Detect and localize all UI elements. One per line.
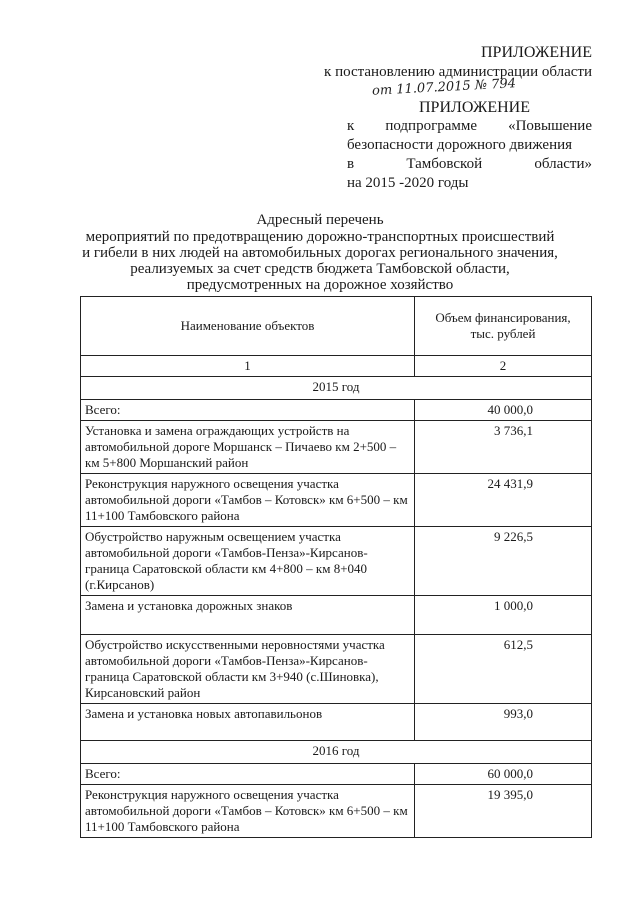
object-name: Реконструкция наружного освещения участка автомобильной дороги «Тамбов – Котовск» км 6+500 – км 11+100 Тамбовского района (81, 474, 415, 527)
subprogram-line-3 (347, 156, 592, 173)
year-row (81, 377, 592, 400)
year-label: 2015 год (81, 377, 592, 400)
object-name: Обустройство искусственными неровностями участка автомобильной дороги «Тамбов-Пенза»-Кирсанов-граница Саратовской области км 3+940 (с.Шиновка), Кирсановский район (81, 635, 415, 704)
appendix-subprogram-heading: ПРИЛОЖЕНИЕ (419, 99, 531, 116)
title-line-3: и гибели в них людей на автомобильных дорогах регионального значения, (82, 245, 558, 261)
funding-value: 19 395,0 (415, 785, 592, 838)
table-row (81, 474, 592, 527)
table-header-row (81, 297, 592, 356)
total-value: 40 000,0 (415, 400, 592, 421)
col-header-name: Наименование объектов (81, 297, 415, 356)
table-row (81, 596, 592, 635)
year-row (81, 741, 592, 764)
title-line-4: реализуемых за счет средств бюджета Тамбовской области, (130, 261, 510, 277)
funding-value: 9 226,5 (415, 527, 592, 596)
object-name: Реконструкция наружного освещения участка автомобильной дороги «Тамбов – Котовск» км 6+500 – км 11+100 Тамбовского района (81, 785, 415, 838)
subprogram-line-2: безопасности дорожного движения (347, 137, 573, 153)
funding-value: 24 431,9 (415, 474, 592, 527)
subprogram-word: области» (534, 156, 592, 172)
title-line-5: предусмотренных на дорожное хозяйство (186, 277, 454, 293)
title-line-2: мероприятий по предотвращению дорожно-транспортных происшествий (85, 229, 555, 245)
total-value: 60 000,0 (415, 764, 592, 785)
col-number-2: 2 (415, 356, 592, 377)
subprogram-word: подпрограмме (385, 118, 478, 134)
column-number-row (81, 356, 592, 377)
total-row (81, 400, 592, 421)
table-row (81, 704, 592, 741)
funding-value: 1 000,0 (415, 596, 592, 635)
subprogram-line-1 (347, 118, 592, 135)
year-label: 2016 год (81, 741, 592, 764)
subprogram-line-4: на 2015 -2020 годы (347, 175, 469, 191)
resolution-reference: к постановлению администрации области (324, 64, 592, 80)
subprogram-word: Тамбовской (406, 156, 483, 172)
subprogram-word: «Повышение (508, 118, 592, 134)
object-name: Замена и установка новых автопавильонов (81, 704, 415, 741)
table-row (81, 527, 592, 596)
table-row (81, 635, 592, 704)
total-label: Всего: (81, 764, 415, 785)
total-label: Всего: (81, 400, 415, 421)
funding-value: 3 736,1 (415, 421, 592, 474)
funding-value: 612,5 (415, 635, 592, 704)
col-header-funding-line2: тыс. рублей (470, 326, 536, 341)
document-title: Адресный перечень (256, 212, 384, 228)
subprogram-word: к (347, 118, 355, 134)
table-row (81, 785, 592, 838)
col-number-1: 1 (81, 356, 415, 377)
objects-table (80, 296, 592, 838)
object-name: Установка и замена ограждающих устройств на автомобильной дороге Моршанск – Пичаево км 2+500 – км 5+800 Моршанский район (81, 421, 415, 474)
funding-value: 993,0 (415, 704, 592, 741)
subprogram-word: в (347, 156, 355, 172)
handwritten-date-number: от 11.07.2015 № 794 (371, 76, 517, 99)
total-row (81, 764, 592, 785)
object-name: Замена и установка дорожных знаков (81, 596, 415, 635)
appendix-heading: ПРИЛОЖЕНИЕ (480, 44, 592, 61)
table-row (81, 421, 592, 474)
col-header-funding-line1: Объем финансирования, (435, 310, 571, 325)
col-header-funding (415, 297, 592, 356)
object-name: Обустройство наружным освещением участка автомобильной дороги «Тамбов-Пенза»-Кирсанов-граница Саратовской области км 4+800 – км 8+040 (г.Кирсанов) (81, 527, 415, 596)
